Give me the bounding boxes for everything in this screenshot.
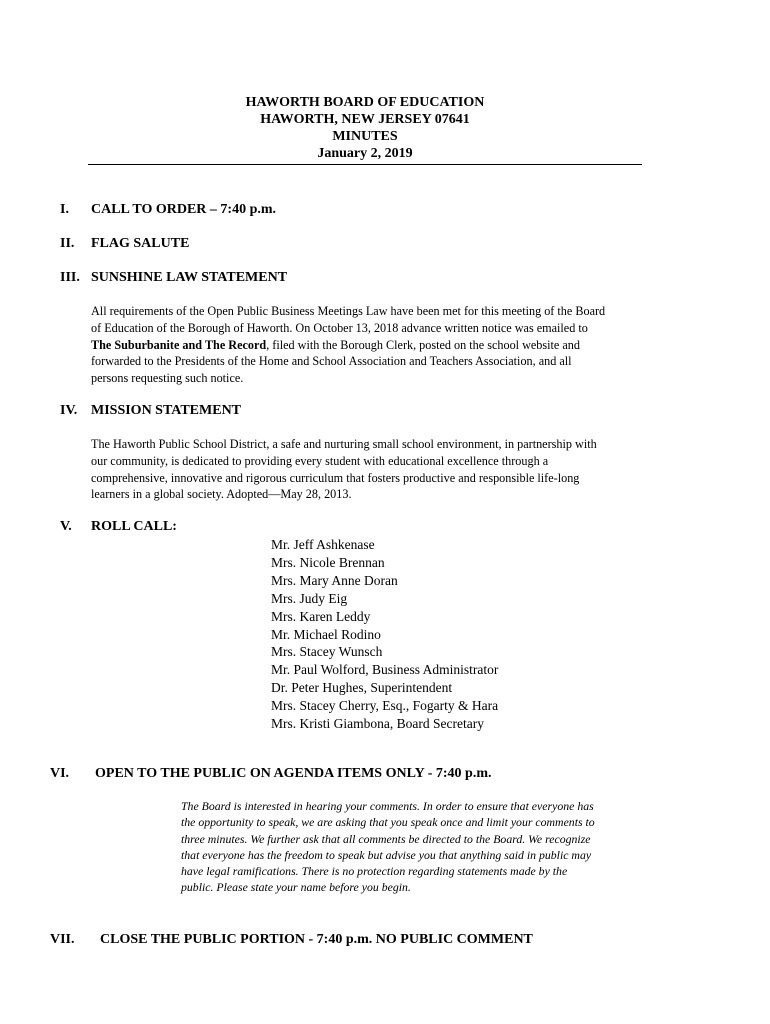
header-line-3: MINUTES [332,129,398,144]
section-5-title: ROLL CALL: [91,519,177,534]
section-5-number: V. [60,519,72,534]
header-line-1: HAWORTH BOARD OF EDUCATION [245,95,485,110]
section-4-number: IV. [60,403,78,418]
header-date: January 2, 2019 [317,146,413,161]
section-6-number: VI. [50,766,70,781]
roll-call-member: Mrs. Kristi Giambona, Board Secretary [271,716,484,732]
section-1-title: CALL TO ORDER – 7:40 p.m. [91,202,277,217]
header-rule [88,164,642,165]
public-comment-notice: The Board is interested in hearing your comments. In order to ensure that everyone has the opportunity to speak, we are asking that you speak once and limit your comments to three minutes. We further ask that all comments be directed to the Board. We recognize that everyone has the freedom to speak but advise you that anything said in public may have legal ramifications. There is no protection regarding statements made by the public. Please state your name before you begin. [181,799,595,895]
header-line-2: HAWORTH, NEW JERSEY 07641 [260,112,470,127]
roll-call-member: Mrs. Nicole Brennan [271,554,385,570]
roll-call-member: Mr. Paul Wolford, Business Administrator [271,662,499,678]
section-6-title: OPEN TO THE PUBLIC ON AGENDA ITEMS ONLY - 7:40 p.m. [95,766,492,781]
roll-call-member: Mrs. Karen Leddy [271,608,371,624]
roll-call-member: Mrs. Stacey Wunsch [271,644,383,660]
roll-call-member: Mrs. Judy Eig [271,590,348,606]
roll-call-member: Mrs. Stacey Cherry, Esq., Fogarty & Hara [271,698,499,714]
roll-call-member: Mrs. Mary Anne Doran [271,572,398,588]
roll-call-member: Dr. Peter Hughes, Superintendent [271,680,453,696]
section-4-title: MISSION STATEMENT [91,403,242,418]
document-header [88,94,642,162]
section-7-number: VII. [50,932,75,947]
sunshine-law-paragraph: All requirements of the Open Public Business Meetings Law have been met for this meeting of the Board of Education of the Borough of Haworth. On October 13, 2018 advance written notice was emailed to The Suburbanite and The Record, filed with the Borough Clerk, posted on the school website and forwarded to the Presidents of the Home and School Association and Teachers Association, and all persons requesting such notice. [91,304,606,386]
newspaper-names: The Suburbanite and The Record [91,337,267,352]
section-2-number: II. [60,236,75,251]
mission-statement-paragraph: The Haworth Public School District, a safe and nurturing small school environment, in partnership with our community, is dedicated to providing every student with educational excellence through a comprehensive, innovative and rigorous curriculum that fosters productive and responsible life-long learners in a global society. Adopted—May 28, 2013. [91,437,597,502]
section-7-title: CLOSE THE PUBLIC PORTION - 7:40 p.m. NO PUBLIC COMMENT [100,932,533,947]
section-3-title: SUNSHINE LAW STATEMENT [91,270,288,285]
section-1-number: I. [60,202,69,217]
section-3-number: III. [60,270,80,285]
roll-call-member: Mr. Jeff Ashkenase [271,537,375,552]
roll-call-member: Mr. Michael Rodino [271,626,381,642]
roll-call-list [271,536,498,733]
section-2-title: FLAG SALUTE [91,236,190,251]
